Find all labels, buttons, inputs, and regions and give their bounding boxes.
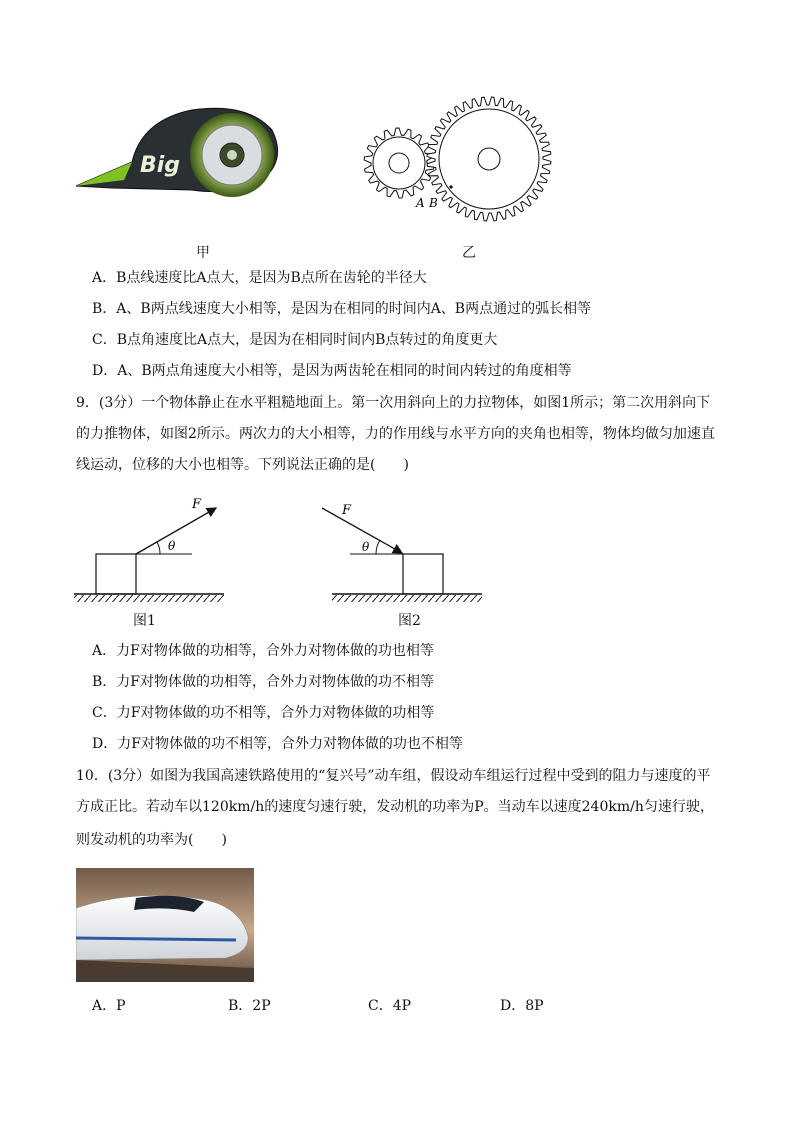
fig1-pull-diagram (74, 494, 234, 604)
q8-option-c[interactable]: C．B点角速度比A点大，是因为在相同时间内B点转过的角度更大 (92, 332, 498, 348)
svg-text:θ: θ (362, 540, 370, 554)
q9-stem-line-1: 9．(3分）一个物体静止在水平粗糙地面上。第一次用斜向上的力拉物体，如图1所示；第二次用斜向下 (76, 395, 711, 411)
fig2-caption: 图2 (398, 613, 421, 629)
label-b: B (429, 196, 438, 210)
q8-option-d[interactable]: D．A、B两点角速度大小相等，是因为两齿轮在相同的时间内转过的角度相等 (92, 363, 572, 379)
q9-option-c[interactable]: C．力F对物体做的功不相等，合外力对物体做的功相等 (92, 705, 435, 721)
q10-option-a[interactable]: A．P (92, 998, 126, 1014)
fig1-caption: 图1 (133, 613, 156, 629)
q10-option-c[interactable]: C．4P (368, 998, 412, 1014)
tape-dispenser-image (72, 100, 282, 200)
point-b-dot (449, 185, 452, 188)
force-arrow (136, 508, 216, 554)
fig2-push-diagram (320, 494, 490, 604)
q10-stem-line-2: 方成正比。若动车以120km/h的速度匀速行驶，发动机的功率为P。当动车以速度240km/h匀速行驶， (76, 799, 714, 815)
svg-text:θ: θ (168, 539, 176, 553)
q10-option-b[interactable]: B．2P (228, 998, 271, 1014)
q9-option-b[interactable]: B．力F对物体做的功相等，合外力对物体做的功不相等 (92, 674, 435, 690)
q9-stem-line-3: 线运动，位移的大小也相等。下列说法正确的是( ) (76, 457, 409, 473)
q8-option-a[interactable]: A．B点线速度比A点大，是因为B点所在齿轮的半径大 (92, 270, 427, 286)
gears-diagram (360, 95, 560, 225)
q9-option-d[interactable]: D．力F对物体做的功不相等，合外力对物体做的功也不相等 (92, 736, 463, 752)
fig8-left-caption: 甲 (196, 245, 210, 261)
q8-option-b[interactable]: B．A、B两点线速度大小相等，是因为在相同的时间内A、B两点通过的弧长相等 (92, 301, 592, 317)
dispenser-logo-text: Big (140, 153, 181, 178)
q10-stem-line-1: 10．(3分）如图为我国高速铁路使用的“复兴号”动车组，假设动车组运行过程中受到的阻力与速度的平 (76, 768, 711, 784)
svg-text:F: F (192, 497, 202, 512)
q9-stem-line-2: 的力推物体，如图2所示。两次力的大小相等，力的作用线与水平方向的夹角也相等，物体均做匀加速直 (76, 426, 715, 442)
q9-option-a[interactable]: A．力F对物体做的功相等，合外力对物体做的功也相等 (92, 643, 434, 659)
train-photo (76, 868, 254, 982)
q10-stem-line-3: 则发动机的功率为( ) (76, 832, 227, 848)
fig8-right-caption: 乙 (462, 245, 476, 261)
block (403, 554, 443, 594)
small-gear (364, 128, 434, 198)
q10-option-d[interactable]: D．8P (500, 998, 544, 1014)
svg-text:F: F (342, 503, 352, 518)
block (96, 554, 136, 594)
label-a: A (416, 196, 425, 210)
large-gear (427, 97, 551, 221)
